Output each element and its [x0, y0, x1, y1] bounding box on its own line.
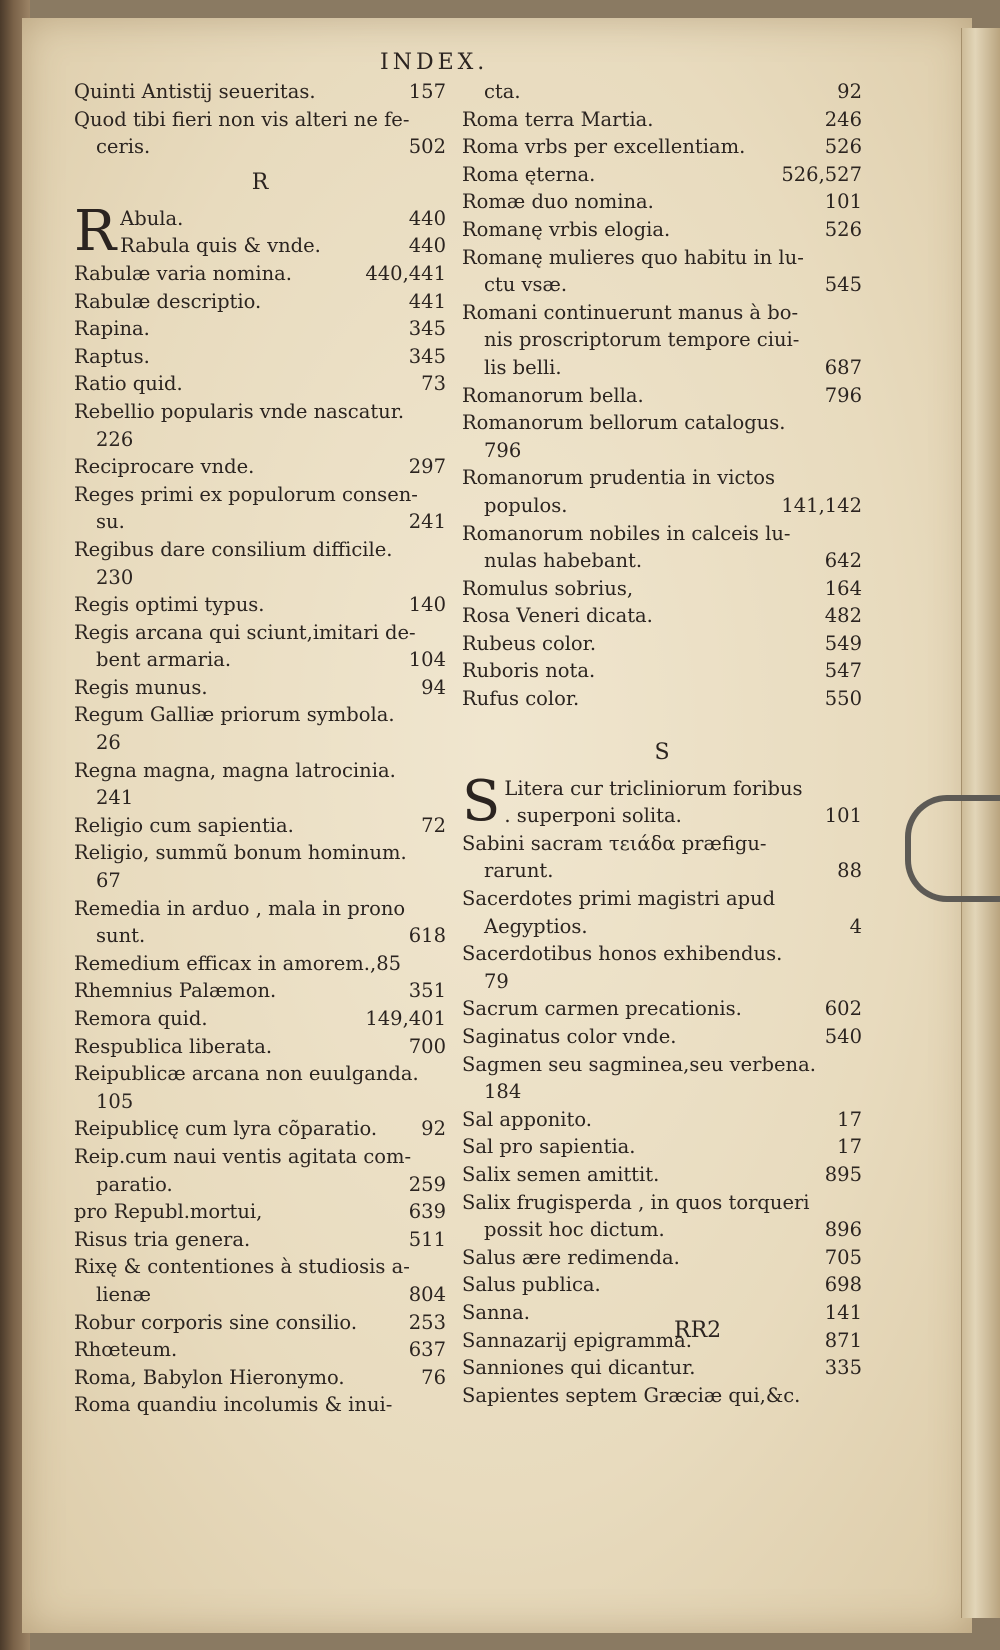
index-entry: [74, 701, 446, 729]
entry-text: 26: [96, 731, 121, 755]
entry-text: populos.: [484, 493, 568, 517]
entry-text: su.: [96, 510, 125, 534]
page-number: 440,441: [365, 261, 446, 285]
entry-text: Salus publica.: [462, 1273, 601, 1297]
right-entries: [462, 78, 862, 713]
index-entry: [462, 409, 862, 437]
index-entry: [462, 913, 862, 941]
entry-text: Abula.: [120, 206, 184, 230]
index-entry: [462, 602, 862, 630]
page-number: 101: [824, 804, 862, 828]
index-entry: [74, 1060, 446, 1088]
index-entry: [74, 1226, 446, 1254]
page-number: 241: [408, 510, 446, 534]
entry-text: Romanorum bella.: [462, 383, 644, 407]
index-entry: [462, 802, 862, 830]
entry-text: paratio.: [96, 1172, 173, 1196]
page-number: 895: [824, 1162, 862, 1186]
entry-text: Religio cum sapientia.: [74, 813, 294, 837]
entry-text: Rubeus color.: [462, 631, 597, 655]
entry-text: Rebellio popularis vnde nascatur.: [74, 399, 405, 423]
index-entry: [462, 1216, 862, 1244]
page-number: 345: [408, 317, 446, 341]
page-number: 526: [824, 217, 862, 241]
entry-text: Regis munus.: [74, 675, 208, 699]
entry-text: nis proscriptorum tempore ciui-: [484, 328, 800, 352]
entry-text: Romanę vrbis elogia.: [462, 217, 671, 241]
page-number: 164: [824, 576, 862, 600]
index-entry: [74, 260, 446, 288]
index-entry: [462, 188, 862, 216]
index-entry: [462, 995, 862, 1023]
page-number: 511: [408, 1227, 446, 1251]
entry-text: 230: [96, 565, 134, 589]
index-entry: [462, 382, 862, 410]
entry-text: lienæ: [96, 1282, 151, 1306]
entry-text: Raptus.: [74, 344, 150, 368]
index-entry: [74, 1115, 446, 1143]
page-header: INDEX.: [380, 50, 489, 75]
page-number: 545: [824, 273, 862, 297]
index-entry: [462, 244, 862, 272]
entry-text: Romanorum bellorum catalogus.: [462, 411, 786, 435]
drop-cap-block-s: [462, 775, 862, 830]
index-entry: [74, 106, 446, 134]
entry-text: Rabula quis & vnde.: [120, 234, 321, 258]
page-number: 345: [408, 344, 446, 368]
entry-text: Remora quid.: [74, 1007, 208, 1030]
entry-text: Rufus color.: [462, 687, 580, 711]
index-entry: [462, 299, 862, 327]
page-number: 335: [824, 1356, 862, 1380]
entry-text: 184: [484, 1080, 522, 1104]
page-number: 526,527: [781, 162, 862, 186]
page-number: 4: [849, 914, 862, 938]
page-number: 618: [408, 924, 446, 948]
entry-text: Roma quandiu incolumis & inui-: [74, 1393, 393, 1417]
entry-text: Sal apponito.: [462, 1107, 592, 1131]
entry-text: cta.: [484, 80, 521, 103]
page-number: 246: [824, 107, 862, 131]
index-entry: [74, 1198, 446, 1226]
entry-text: ceris.: [96, 135, 151, 159]
entry-text: 67: [96, 869, 121, 893]
entry-text: Sal pro sapientia.: [462, 1135, 636, 1159]
entry-text: 226: [96, 427, 134, 451]
index-entry: [74, 508, 446, 536]
index-entry: [462, 1161, 862, 1189]
index-entry: [74, 674, 446, 702]
entry-text: lis belli.: [484, 355, 562, 379]
entry-text: Remedium efficax in amorem.,85: [74, 951, 402, 975]
entry-text: Romanorum nobiles in calceis lu-: [462, 521, 791, 545]
index-entry: [74, 1281, 446, 1309]
index-entry: [462, 547, 862, 575]
index-entry: [462, 1106, 862, 1134]
index-entry: [462, 161, 862, 189]
index-entry: [462, 492, 862, 520]
signature-mark: RR2: [674, 1318, 722, 1343]
entry-text: ctu vsæ.: [484, 273, 568, 297]
page-number: 253: [408, 1310, 446, 1334]
entry-text: possit hoc dictum.: [484, 1218, 665, 1242]
drop-cap-r: R: [74, 204, 117, 260]
entry-text: Regibus dare consilium difficile.: [74, 537, 393, 561]
entry-text: Romani continuerunt manus à bo-: [462, 300, 799, 324]
index-entry: [462, 1133, 862, 1161]
index-entry: [74, 839, 446, 867]
index-entry: [462, 1078, 862, 1106]
index-entry: [462, 271, 862, 299]
page-number: 540: [824, 1025, 862, 1048]
index-entry: [74, 232, 446, 260]
index-entry: [74, 867, 446, 895]
index-entry: [462, 685, 862, 713]
index-entry: [462, 326, 862, 354]
page-number: 550: [824, 687, 862, 711]
entry-text: Roma vrbs per excellentiam.: [462, 135, 746, 159]
index-entry: [462, 830, 862, 858]
entry-text: Regna magna, magna latrocinia.: [74, 758, 396, 782]
entry-text: Reipublicæ arcana non euulganda.: [74, 1062, 419, 1086]
index-entry: [462, 1189, 862, 1217]
index-entry: [74, 646, 446, 674]
index-entry: [74, 950, 446, 978]
index-entry: [462, 354, 862, 382]
index-entry: [74, 1143, 446, 1171]
page-number: 639: [408, 1200, 446, 1224]
index-entry: [74, 619, 446, 647]
left-column: [74, 78, 446, 1419]
entry-text: Risus tria genera.: [74, 1227, 251, 1251]
index-entry: [462, 575, 862, 603]
entry-text: Remedia in arduo , mala in prono: [74, 896, 406, 920]
page-number: 440: [408, 206, 446, 230]
entry-text: Religio, summũ bonum hominum.: [74, 841, 407, 865]
entry-text: Rixę & contentiones à studiosis a-: [74, 1255, 410, 1279]
index-entry: [74, 133, 446, 161]
entry-text: Aegyptios.: [484, 914, 588, 938]
page-number: 157: [408, 80, 446, 103]
entry-text: Reges primi ex populorum consen-: [74, 482, 418, 506]
page-number: 482: [824, 604, 862, 628]
page-number: 871: [824, 1328, 862, 1352]
entry-text: Regis optimi typus.: [74, 593, 265, 617]
page-number: 92: [421, 1117, 446, 1141]
index-entry: [462, 1023, 862, 1051]
entry-text: Rhemnius Palæmon.: [74, 979, 277, 1003]
entry-text: Sannazarij epigramma.: [462, 1328, 692, 1352]
page-number: 502: [408, 135, 446, 159]
entry-text: 241: [96, 786, 134, 810]
book-clasp: [905, 795, 1000, 902]
index-entry: [74, 1253, 446, 1281]
entry-text: Roma, Babylon Hieronymo.: [74, 1365, 345, 1389]
page-number: 72: [421, 813, 446, 837]
right-entries-s: [462, 830, 862, 1409]
drop-cap-s: S: [462, 774, 501, 830]
page-number: 17: [837, 1135, 862, 1159]
page-number: 351: [408, 979, 446, 1003]
entry-text: Robur corporis sine consilio.: [74, 1310, 358, 1334]
page-number: 637: [408, 1338, 446, 1362]
entry-text: Romanę mulieres quo habitu in lu-: [462, 245, 804, 269]
entry-text: Sacerdotes primi magistri apud: [462, 887, 776, 911]
index-entry: [462, 1051, 862, 1079]
page-number: 700: [408, 1034, 446, 1058]
index-entry: [74, 757, 446, 785]
entry-text: Roma ęterna.: [462, 162, 596, 186]
index-entry: [74, 1391, 446, 1419]
page-number: 76: [421, 1365, 446, 1389]
page-number: 92: [837, 80, 862, 103]
entry-text: nulas habebant.: [484, 549, 643, 573]
page-number: 705: [824, 1245, 862, 1269]
index-entry: [74, 812, 446, 840]
page-number: 896: [824, 1218, 862, 1242]
page-number: 547: [824, 659, 862, 683]
section-letter-r: R: [251, 169, 269, 195]
right-column: [462, 78, 862, 1409]
index-entry: [74, 1171, 446, 1199]
entry-text: Rhœteum.: [74, 1338, 178, 1362]
entry-text: Sacrum carmen precationis.: [462, 997, 742, 1021]
index-entry: [74, 481, 446, 509]
index-entry: [462, 1327, 862, 1355]
entry-text: Roma terra Martia.: [462, 107, 654, 131]
entry-text: Rosa Veneri dicata.: [462, 604, 653, 628]
page-number: 549: [824, 631, 862, 655]
page-number: 642: [824, 549, 862, 573]
page-number: 141: [824, 1300, 862, 1324]
index-entry: [462, 1299, 862, 1327]
page-number: 602: [824, 997, 862, 1021]
section-letter-s: S: [654, 739, 670, 765]
entry-text: rarunt.: [484, 859, 554, 883]
page-number: 88: [837, 859, 862, 883]
index-entry: [462, 1382, 862, 1410]
page-number: 526: [824, 135, 862, 159]
page-number: 687: [824, 355, 862, 379]
index-entry: [462, 106, 862, 134]
index-entry: [74, 370, 446, 398]
page-number: 94: [421, 675, 446, 699]
entry-text: Romanorum prudentia in victos: [462, 466, 775, 490]
index-entry: [74, 977, 446, 1005]
page-number: 796: [824, 383, 862, 407]
page-number: 440: [408, 234, 446, 258]
index-entry: [74, 453, 446, 481]
index-entry: [74, 784, 446, 812]
page-number: 101: [824, 190, 862, 214]
index-entry: [74, 205, 446, 233]
index-entry: [462, 775, 862, 803]
index-entry: [74, 564, 446, 592]
index-entry: [74, 78, 446, 106]
entry-text: 79: [484, 969, 509, 993]
drop-cap-block-r: [74, 205, 446, 260]
index-entry: [74, 1336, 446, 1364]
index-entry: [462, 1354, 862, 1382]
page-number: 73: [421, 372, 446, 396]
entry-text: Rapina.: [74, 317, 150, 341]
entry-text: Regis arcana qui sciunt,imitari de-: [74, 620, 416, 644]
index-entry: [74, 591, 446, 619]
entry-text: 796: [484, 438, 522, 462]
page-number: 259: [408, 1172, 446, 1196]
entry-text: Reip.cum naui ventis agitata com-: [74, 1144, 412, 1168]
entry-text: Quod tibi fieri non vis alteri ne fe-: [74, 107, 410, 131]
entry-text: Salus ære redimenda.: [462, 1245, 680, 1269]
entry-text: pro Republ.mortui,: [74, 1200, 263, 1224]
index-entry: [462, 133, 862, 161]
entry-text: 105: [96, 1089, 134, 1113]
page-number: 698: [824, 1273, 862, 1297]
index-entry: [74, 315, 446, 343]
entry-text: . superponi solita.: [504, 804, 682, 828]
page-number: 804: [408, 1282, 446, 1306]
index-entry: [462, 857, 862, 885]
index-entry: [74, 343, 446, 371]
entry-text: Sabini sacram τειάδα præfigu-: [462, 831, 767, 855]
entry-text: Litera cur tricliniorum foribus: [504, 776, 803, 800]
index-entry: [74, 398, 446, 426]
index-entry: [74, 536, 446, 564]
page-number: 441: [408, 289, 446, 313]
index-entry: [74, 1033, 446, 1061]
entry-text: Saginatus color vnde.: [462, 1025, 677, 1048]
page-number: 149,401: [365, 1007, 446, 1030]
index-entry: [74, 1309, 446, 1337]
entry-text: Salix frugisperda , in quos torqueri: [462, 1190, 810, 1214]
drop-cap-entries-s: [462, 775, 862, 830]
index-entry: [462, 657, 862, 685]
page-number: 297: [408, 455, 446, 479]
entry-text: Sanniones qui dicantur.: [462, 1356, 696, 1380]
index-entry: [462, 520, 862, 548]
entry-text: Reipublicę cum lyra cõparatio.: [74, 1117, 378, 1141]
entry-text: Sanna.: [462, 1300, 530, 1324]
index-entry: [462, 968, 862, 996]
entry-text: Romulus sobrius,: [462, 576, 634, 600]
page-number: 104: [408, 648, 446, 672]
entry-text: Reciprocare vnde.: [74, 455, 255, 479]
entry-text: Rabulæ descriptio.: [74, 289, 262, 313]
index-entry: [462, 1271, 862, 1299]
index-entry: [462, 464, 862, 492]
index-entry: [74, 1005, 446, 1033]
entry-text: Respublica liberata.: [74, 1034, 273, 1058]
drop-cap-entries-r: [74, 205, 446, 260]
entry-text: Ruboris nota.: [462, 659, 596, 683]
entry-text: Sapientes septem Græciæ qui,&c.: [462, 1383, 801, 1407]
entry-text: Sacerdotibus honos exhibendus.: [462, 942, 783, 966]
entry-text: Regum Galliæ priorum symbola.: [74, 703, 395, 727]
left-top-entries: [74, 78, 446, 161]
index-entry: [74, 1088, 446, 1116]
index-entry: [74, 895, 446, 923]
entry-text: bent armaria.: [96, 648, 232, 672]
entry-text: Romæ duo nomina.: [462, 190, 654, 214]
entry-text: Quinti Antistij seueritas.: [74, 80, 316, 103]
page-number: 140: [408, 593, 446, 617]
index-entry: [462, 1244, 862, 1272]
index-entry: [462, 885, 862, 913]
entry-text: sunt.: [96, 924, 146, 948]
index-entry: [462, 437, 862, 465]
index-entry: [74, 1364, 446, 1392]
index-entry: [74, 426, 446, 454]
index-entry: [462, 630, 862, 658]
entry-text: Rabulæ varia nomina.: [74, 261, 292, 285]
left-entries: [74, 260, 446, 1419]
index-entry: [462, 78, 862, 106]
page-number: 17: [837, 1107, 862, 1131]
entry-text: Salix semen amittit.: [462, 1162, 660, 1186]
index-entry: [74, 288, 446, 316]
index-entry: [462, 216, 862, 244]
index-entry: [462, 940, 862, 968]
page-number: 141,142: [781, 493, 862, 517]
index-entry: [74, 922, 446, 950]
entry-text: Ratio quid.: [74, 372, 183, 396]
entry-text: Sagmen seu sagminea,seu verbena.: [462, 1052, 816, 1076]
index-entry: [74, 729, 446, 757]
